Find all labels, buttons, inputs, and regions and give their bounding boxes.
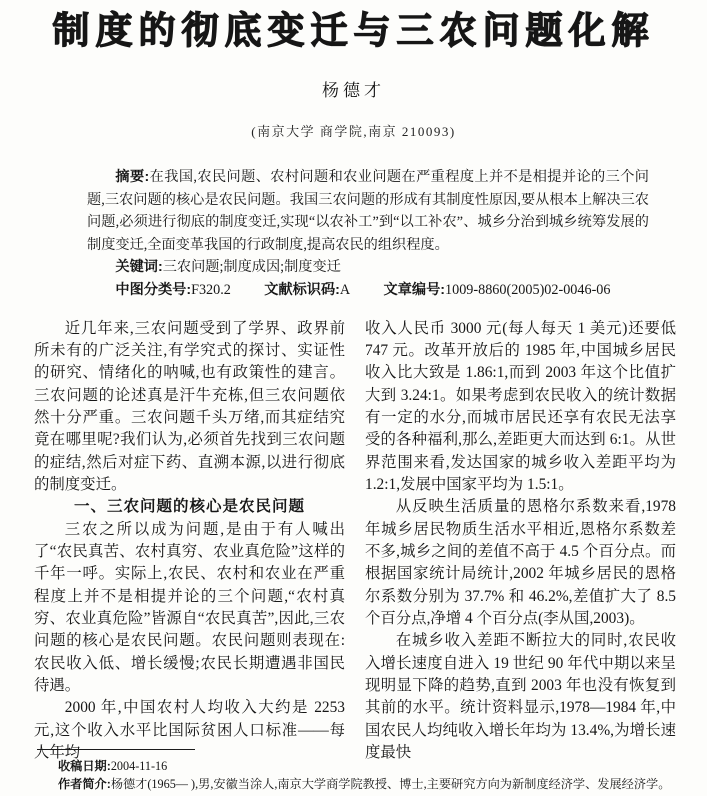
footnote-rule — [37, 749, 195, 750]
doc-code-label: 文献标识码: — [264, 281, 340, 298]
abstract-paragraph — [87, 166, 649, 256]
left-column — [34, 318, 345, 765]
paragraph-income-growth: 在城乡收入差距不断拉大的同时,农民收入增长速度自进入 19 世纪 90 年代中期以来呈现明显下降的趋势,直到 2003 年也没有恢复到其前的水平。统计资料显示,1978—1984 年,中国农民人均纯收入增长年均为 13.4%,为增长速度最快 — [365, 632, 676, 762]
article-no-item — [384, 282, 611, 298]
received-date-value: 2004-11-16 — [110, 759, 168, 773]
body-columns — [34, 318, 676, 765]
doc-code-item — [264, 282, 350, 298]
article-no-value: 1009-8860(2005)02-0046-06 — [445, 281, 611, 298]
right-column — [365, 318, 676, 765]
author-bio-line — [37, 775, 680, 793]
keywords-label: 关键词: — [115, 259, 163, 276]
classification-line — [87, 279, 649, 302]
paragraph-engel-coefficient: 从反映生活质量的恩格尔系数来看,1978 年城乡居民物质生活水平相近,恩格尔系数差不多,城乡之间的差值不高于 4.5 个百分点。而根据国家统计局统计,2002 年城乡居民的恩格尔系数分别为 37.7% 和 46.2%,差值扩大了 8.5 个百分点,净增 4 个百分点(李从国,2003)。 — [365, 498, 676, 628]
abstract-text: 在我国,农民问题、农村问题和农业问题在严重程度上并不是相提并论的三个问题,三农问题的核心是农民问题。我国三农问题的形成有其制度性原因,要从根本上解决三农问题,必须进行彻底的制度变迁,实现“以农补工”到“以工补农”、城乡分治到城乡统筹发展的制度变迁,全面变革我国的行政制度,提高农民的组织程度。 — [87, 169, 649, 253]
paragraph-income-continued: 收入人民币 3000 元(每人每天 1 美元)还要低 747 元。改革开放后的 1985 年,中国城乡居民收入比大致是 1.86:1,而到 2003 年这个比值扩大到 3.24:1。如果考虑到农民收入的统计数据有一定的水分,而城市居民还享有农民无法享受的各种福利,那么,差距更大而达到 6:1。从世界范围来看,发达国家的城乡收入差距平均为 1.2:1,发展中国家平均为 1.5:1。 — [365, 319, 676, 493]
article-no-label: 文章编号: — [383, 281, 445, 298]
clc-value: F320.2 — [191, 281, 231, 298]
doc-code-value: A — [339, 281, 351, 298]
keywords-text: 三农问题;制度成因;制度变迁 — [162, 259, 341, 276]
section-1-heading: 一、三农问题的核心是农民问题 — [73, 498, 305, 516]
paragraph-core-problem: 三农之所以成为问题,是由于有人喊出了“农民真苦、农村真穷、农业真危险”这样的千年一呼。实际上,农民、农村和农业在严重程度上并不是相提并论的三个问题,“农村真穷、农业真危险”皆源自“农民真苦”,因此,三农问题的核心是农民问题。农民问题则表现在:农民收入低、增长缓慢;农民长期遭遇非国民待遇。 — [34, 520, 345, 695]
clc-label: 中图分类号: — [115, 281, 192, 298]
keywords-paragraph — [87, 256, 649, 279]
paragraph-income-start: 2000 年,中国农村人均收入大约是 2253 元,这个收入水平比国际贫困人口标准——每人年均 — [34, 699, 345, 762]
author-bio-label: 作者简介: — [58, 777, 111, 791]
front-matter — [87, 166, 649, 302]
footnote-block — [37, 749, 680, 793]
received-date-label: 收稿日期: — [58, 759, 111, 773]
paragraph-intro: 近几年来,三农问题受到了学界、政界前所未有的广泛关注,有学究式的探讨、实证性的研究、情绪化的呐喊,也有政策性的建言。三农问题的论述真是汗牛充栋,但三农问题依然十分严重。三农问题千头万绪,而其症结究竟在哪里呢?我们认为,必须首先找到三农问题的症结,然后对症下药、直溯本源,以进行彻底的制度变迁。 — [34, 319, 345, 493]
received-date-line — [37, 757, 680, 775]
abstract-label: 摘要: — [115, 169, 150, 185]
author-bio-value: 杨德才(1965— ),男,安徽当涂人,南京大学商学院教授、博士,主要研究方向为新制度经济学、发展经济学。 — [110, 777, 671, 791]
author-affiliation: (南京大学 商学院,南京 210093) — [251, 124, 456, 139]
clc-item — [115, 282, 230, 298]
paper-title: 制度的彻底变迁与三农问题化解 — [52, 11, 655, 52]
author-name: 杨德才 — [322, 81, 385, 100]
